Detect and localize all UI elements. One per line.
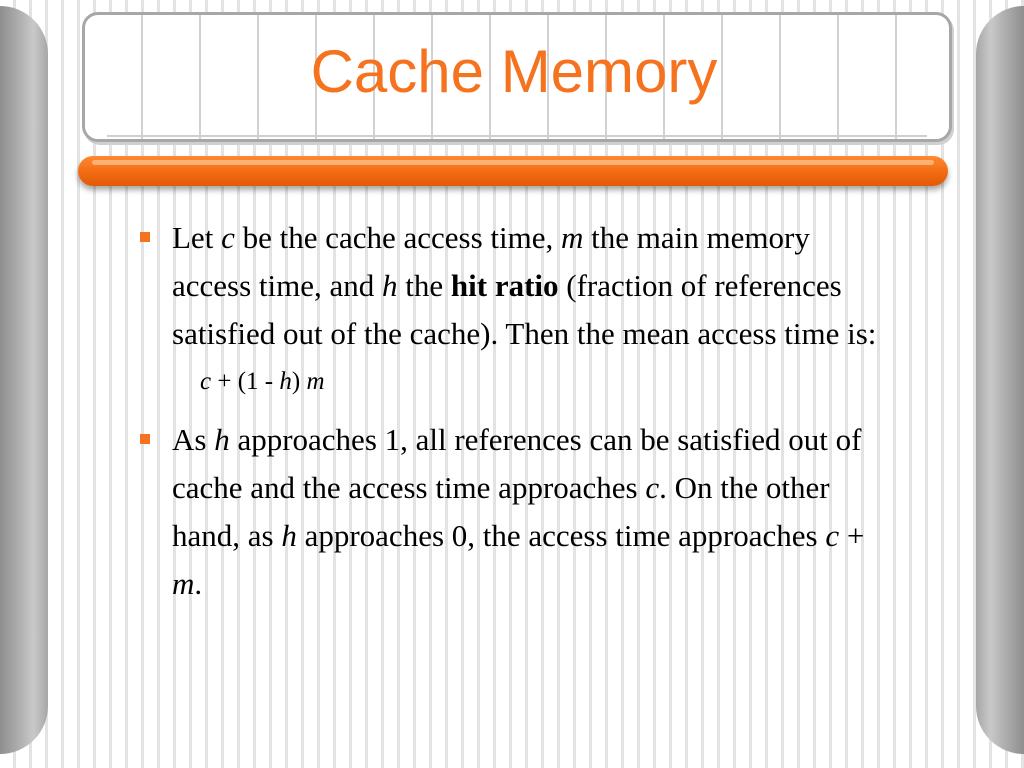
divider-highlight [92, 160, 934, 165]
text-segment: h [279, 368, 292, 395]
text-segment: . On the other hand, as [172, 470, 830, 553]
bullet-item [140, 214, 880, 358]
text-segment: m [172, 566, 195, 601]
text-segment: c [825, 518, 840, 553]
text-segment: Let [172, 220, 222, 255]
slide-title: Cache Memory [310, 37, 718, 105]
text-segment: c [645, 470, 660, 505]
text-segment: + [839, 518, 865, 553]
right-decorative-pillar [976, 6, 1024, 754]
square-bullet-icon [140, 232, 150, 242]
orange-divider-bar [78, 156, 948, 186]
left-decorative-pillar [0, 6, 48, 754]
text-segment: (fraction of references satisfied out of the cache). Then the mean access time is: [172, 268, 877, 351]
text-segment: h [281, 518, 297, 553]
text-segment: c [221, 220, 235, 255]
text-segment: h [214, 422, 230, 457]
text-segment: be the cache access time, [234, 220, 562, 255]
text-segment: ) [291, 368, 307, 395]
bullet-item [140, 416, 880, 608]
text-segment: hit ratio [450, 268, 559, 303]
text-segment: h [382, 268, 398, 303]
text-segment: m [561, 220, 584, 255]
text-segment: As [172, 422, 215, 457]
bullet-text [172, 214, 880, 358]
square-bullet-icon [140, 434, 150, 444]
text-segment: c [200, 368, 212, 395]
text-segment: . [194, 566, 203, 601]
mean-access-time-formula [200, 364, 880, 400]
text-segment: approaches 1, all references can be satisfied out of cache and the access time approaches [172, 422, 862, 505]
text-segment: the main memory access time, and [172, 220, 810, 303]
text-segment: the [397, 268, 451, 303]
text-segment: + (1 - [211, 368, 280, 395]
bullet-text [172, 416, 880, 608]
text-segment: approaches 0, the access time approaches [296, 518, 826, 553]
slide-body [140, 214, 880, 608]
text-segment: m [306, 368, 325, 395]
